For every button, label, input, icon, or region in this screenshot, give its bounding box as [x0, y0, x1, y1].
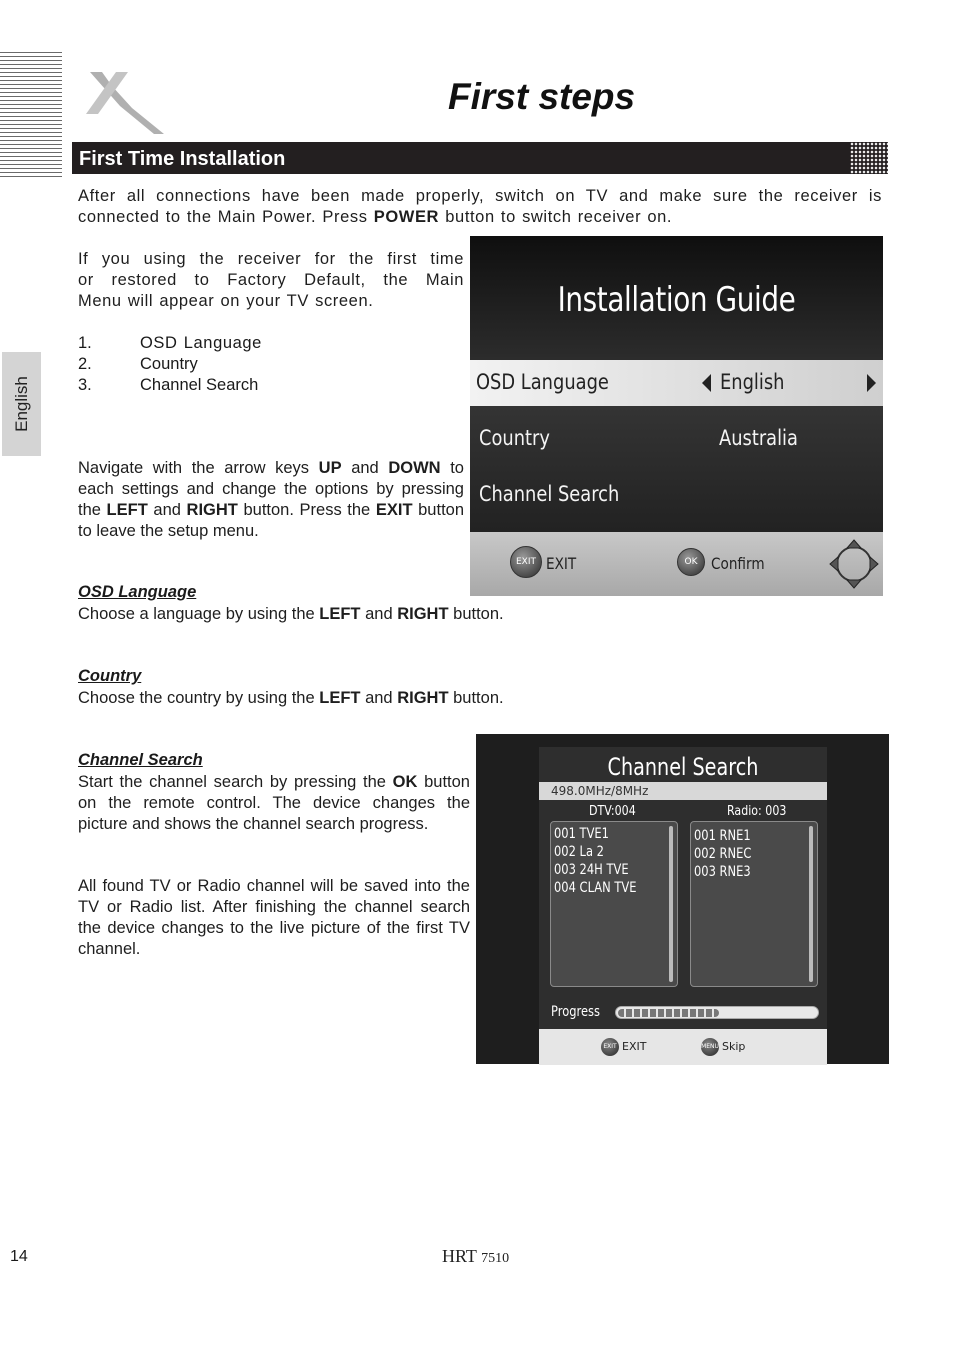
menu-button-icon: MENU	[701, 1038, 719, 1056]
intro-line-2: connected to the Main Power. Press POWER button to switch receiver on.	[78, 208, 673, 226]
language-tab-label: English	[11, 376, 31, 432]
guide-footer	[470, 532, 883, 596]
list-item: 3. Channel Search	[78, 376, 259, 394]
osd-language-text: Choose a language by using the LEFT and RIGHT button.	[78, 605, 504, 623]
channel-search-title: Channel Search	[607, 753, 759, 781]
list-item: 003 24H TVE	[554, 862, 629, 878]
progress-fill	[618, 1009, 719, 1017]
channel-search-footer	[539, 1029, 827, 1065]
osd-language-label: OSD Language	[476, 370, 609, 394]
guide-title: Installation Guide	[557, 280, 796, 320]
first-time-line-3: Menu will appear on your TV screen.	[78, 292, 374, 310]
channel-search-heading: Channel Search	[78, 751, 203, 769]
osd-language-heading: OSD Language	[78, 583, 197, 601]
channel-search-label: Channel Search	[479, 482, 620, 506]
list-item: 003 RNE3	[694, 864, 751, 880]
exit-label: EXIT	[546, 554, 577, 573]
navigate-paragraph: Navigate with the arrow keys UP and DOWN to each settings and change the options by pressing the LEFT and RIGHT button. Press the EXIT button to leave the setup menu.	[78, 459, 465, 540]
arrow-left-icon	[702, 374, 711, 392]
list-item: 004 CLAN TVE	[554, 880, 637, 896]
section-title: First Time Installation	[79, 148, 286, 170]
language-tab	[2, 352, 41, 456]
list-item: 002 RNEC	[694, 846, 752, 862]
ok-button-icon: OK	[677, 548, 705, 576]
decorative-stripes	[0, 52, 62, 180]
channel-search-panel	[539, 747, 827, 1053]
skip-label: Skip	[722, 1040, 746, 1053]
model-name: HRT 7510	[442, 1246, 510, 1266]
exit-button-icon: EXIT	[510, 546, 542, 578]
list-item: 001 TVE1	[554, 826, 609, 842]
list-item: 002 La 2	[554, 844, 604, 860]
dot-pattern	[850, 142, 888, 174]
page-number: 14	[10, 1248, 28, 1265]
first-time-line-2: or restored to Factory Default, the Main	[78, 271, 464, 289]
progress-label: Progress	[551, 1004, 600, 1020]
installation-guide-screenshot	[470, 236, 883, 596]
scrollbar	[669, 826, 673, 982]
country-heading: Country	[78, 667, 142, 685]
brand-logo	[68, 68, 168, 138]
intro-line-1: After all connections have been made properly, switch on TV and make sure the receiver is	[78, 187, 882, 205]
osd-language-row	[470, 360, 883, 406]
navigation-pad-icon	[828, 538, 880, 590]
page-title: First steps	[448, 76, 636, 117]
exit-button-icon: EXIT	[601, 1038, 619, 1056]
list-item: 2. Country	[78, 355, 198, 373]
country-value: Australia	[719, 426, 798, 450]
list-item: 1. OSD Language	[78, 334, 262, 352]
country-label: Country	[479, 426, 550, 450]
channel-search-text-1: Start the channel search by pressing the OK button on the remote control. The device changes the picture and shows the channel search progress.	[78, 773, 470, 833]
channel-search-screenshot	[476, 734, 889, 1064]
confirm-label: Confirm	[711, 554, 765, 573]
tv-column-header: DTV:004	[589, 804, 636, 819]
arrow-right-icon	[867, 374, 876, 392]
first-time-paragraph	[78, 249, 464, 312]
channel-search-text-2: All found TV or Radio channel will be saved into the TV or Radio list. After finishing the channel search the device changes to the live picture of the first TV channel.	[78, 877, 470, 958]
guide-settings	[470, 406, 883, 532]
frequency-bar: 498.0MHz/8MHz	[539, 782, 827, 800]
radio-channel-list	[690, 821, 818, 987]
first-time-line-1: If you using the receiver for the first time	[78, 250, 464, 268]
list-item: 001 RNE1	[694, 828, 751, 844]
intro-paragraph	[78, 186, 882, 228]
radio-column-header: Radio: 003	[727, 804, 787, 819]
setup-steps-list	[78, 333, 262, 396]
osd-language-value: English	[720, 370, 785, 394]
scrollbar	[809, 826, 813, 982]
country-text: Choose the country by using the LEFT and RIGHT button.	[78, 689, 504, 707]
guide-header	[470, 236, 883, 360]
progress-bar	[615, 1006, 819, 1019]
exit-label: EXIT	[622, 1040, 647, 1053]
section-header	[70, 142, 888, 174]
tv-channel-list	[550, 821, 678, 987]
